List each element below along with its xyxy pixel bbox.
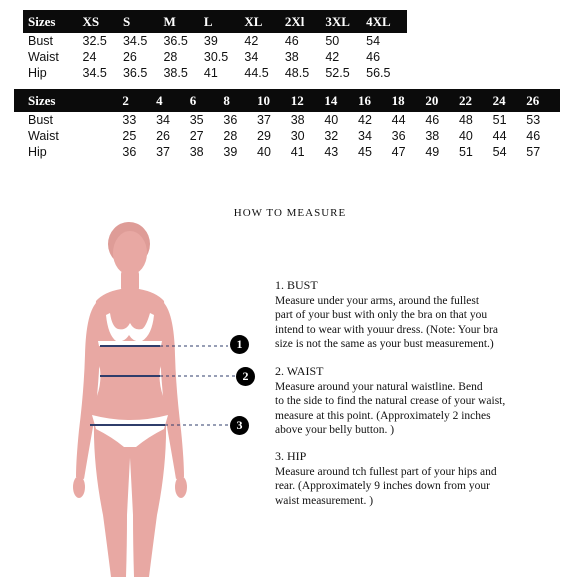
size-table-letter <box>23 10 407 81</box>
header-cell: 10 <box>257 89 291 112</box>
header-cell: Sizes <box>23 10 83 33</box>
table-cell: 30.5 <box>203 50 229 64</box>
table-cell: 28 <box>163 50 178 64</box>
table-row <box>23 65 407 81</box>
table-cell: 28 <box>223 129 238 143</box>
marker-2: 2 <box>236 367 255 386</box>
table-cell: 34 <box>358 129 372 143</box>
table-row <box>23 49 407 65</box>
marker-3: 3 <box>230 416 249 435</box>
table-cell: 25 <box>122 129 137 143</box>
table-row <box>23 33 407 49</box>
table-cell: 46 <box>366 50 381 64</box>
table-header-row <box>23 10 407 33</box>
table-cell: 38 <box>290 113 305 127</box>
header-cell: XS <box>83 10 123 33</box>
header-cell: XL <box>244 10 284 33</box>
row-label: Bust <box>28 34 54 48</box>
table-cell: 36 <box>223 113 238 127</box>
header-cell: S <box>123 10 163 33</box>
header-cell: 3XL <box>325 10 366 33</box>
table-cell: 51 <box>458 145 473 159</box>
table-cell: 26 <box>156 129 170 143</box>
row-label: Hip <box>28 66 47 80</box>
table-cell: 38 <box>284 50 299 64</box>
table-cell: 43 <box>324 145 339 159</box>
table-cell: 48 <box>458 113 473 127</box>
table-cell: 54 <box>366 34 381 48</box>
row-label: Waist <box>28 129 59 143</box>
header-cell: 2Xl <box>285 10 325 33</box>
waist-section <box>275 364 575 438</box>
table-cell: 30 <box>290 129 305 143</box>
header-cell: 24 <box>493 89 527 112</box>
table-cell: 46 <box>425 113 440 127</box>
table-cell: 44 <box>492 129 507 143</box>
table-header-row <box>14 89 560 112</box>
hip-title: 3. HIP <box>275 449 307 463</box>
table-cell: 57 <box>526 145 541 159</box>
table-cell: 37 <box>156 145 170 159</box>
table-cell: 53 <box>526 113 541 127</box>
waist-title: 2. WAIST <box>275 364 324 378</box>
table-row <box>14 128 560 144</box>
hip-instructions: Measure around tch fullest part of your hips and rear. (Approximately 9 inches down from your waist measurement. ) <box>275 465 497 507</box>
header-cell: 14 <box>324 89 358 112</box>
table-cell: 37 <box>257 113 271 127</box>
table-cell: 44 <box>391 113 406 127</box>
waist-instructions: Measure around your natural waistline. Bend to the side to find the natural crease of your waist, measure at this point. (Approximately 2 inches above your belly button. ) <box>275 380 506 436</box>
header-cell: 26 <box>526 89 560 112</box>
how-to-measure-title: HOW TO MEASURE <box>233 207 347 219</box>
table-cell: 42 <box>358 113 372 127</box>
table-cell: 29 <box>257 129 271 143</box>
header-cell: 4XL <box>366 10 407 33</box>
header-cell: Sizes <box>14 89 122 112</box>
header-cell: 22 <box>459 89 493 112</box>
hip-section <box>275 449 575 508</box>
row-label: Hip <box>28 145 47 159</box>
bust-instructions: Measure under your arms, around the fullest part of your bust with only the bra on that you intend to wear with youur dress. (Note: Your bra size is not the same as your bust measurement.) <box>275 294 498 350</box>
table-cell: 32.5 <box>82 34 107 48</box>
table-cell: 47 <box>391 145 406 159</box>
header-cell: 16 <box>358 89 392 112</box>
header-cell: 18 <box>392 89 426 112</box>
marker-1: 1 <box>230 335 249 354</box>
bust-title: 1. BUST <box>275 278 318 292</box>
table-cell: 45 <box>358 145 372 159</box>
table-cell: 40 <box>324 113 339 127</box>
table-cell: 34.5 <box>122 34 148 48</box>
table-cell: 38 <box>425 129 440 143</box>
table-cell: 38.5 <box>163 66 188 80</box>
size-table-numeric <box>14 89 560 160</box>
table-row <box>14 144 560 160</box>
table-cell: 41 <box>290 145 305 159</box>
table-cell: 35 <box>189 113 204 127</box>
header-cell: 4 <box>156 89 190 112</box>
table-cell: 39 <box>203 34 218 48</box>
header-cell: M <box>163 10 203 33</box>
table-cell: 46 <box>284 34 299 48</box>
table-cell: 42 <box>244 34 259 48</box>
table-cell: 39 <box>223 145 238 159</box>
table-cell: 49 <box>425 145 440 159</box>
table-cell: 32 <box>324 129 339 143</box>
body-silhouette <box>73 222 187 577</box>
table-row <box>14 112 560 128</box>
table-cell: 27 <box>189 129 204 143</box>
table-cell: 36.5 <box>163 34 188 48</box>
table-cell: 44.5 <box>244 66 269 80</box>
table-cell: 42 <box>325 50 340 64</box>
table-cell: 52.5 <box>325 66 350 80</box>
table-cell: 51 <box>492 113 507 127</box>
table-cell: 54 <box>492 145 507 159</box>
table-cell: 36 <box>391 129 406 143</box>
body-figure-illustration <box>0 215 270 580</box>
table-cell: 50 <box>325 34 340 48</box>
table-cell: 26 <box>122 50 137 64</box>
table-cell: 34.5 <box>82 66 107 80</box>
header-cell: 2 <box>122 89 156 112</box>
header-cell: 20 <box>425 89 459 112</box>
table-cell: 36.5 <box>122 66 148 80</box>
table-cell: 34 <box>244 50 259 64</box>
header-cell: 8 <box>223 89 257 112</box>
table-cell: 24 <box>82 50 97 64</box>
row-label: Waist <box>28 50 59 64</box>
table-cell: 38 <box>189 145 204 159</box>
table-cell: 36 <box>122 145 137 159</box>
table-cell: 40 <box>257 145 271 159</box>
table-cell: 48.5 <box>284 66 310 80</box>
table-cell: 56.5 <box>366 66 391 80</box>
header-cell: 12 <box>291 89 325 112</box>
bust-section <box>275 278 575 352</box>
row-label: Bust <box>28 113 54 127</box>
header-cell: L <box>204 10 244 33</box>
table-cell: 46 <box>526 129 541 143</box>
header-cell: 6 <box>190 89 224 112</box>
table-cell: 34 <box>156 113 170 127</box>
table-cell: 33 <box>122 113 137 127</box>
table-cell: 40 <box>458 129 473 143</box>
table-cell: 41 <box>203 66 218 80</box>
